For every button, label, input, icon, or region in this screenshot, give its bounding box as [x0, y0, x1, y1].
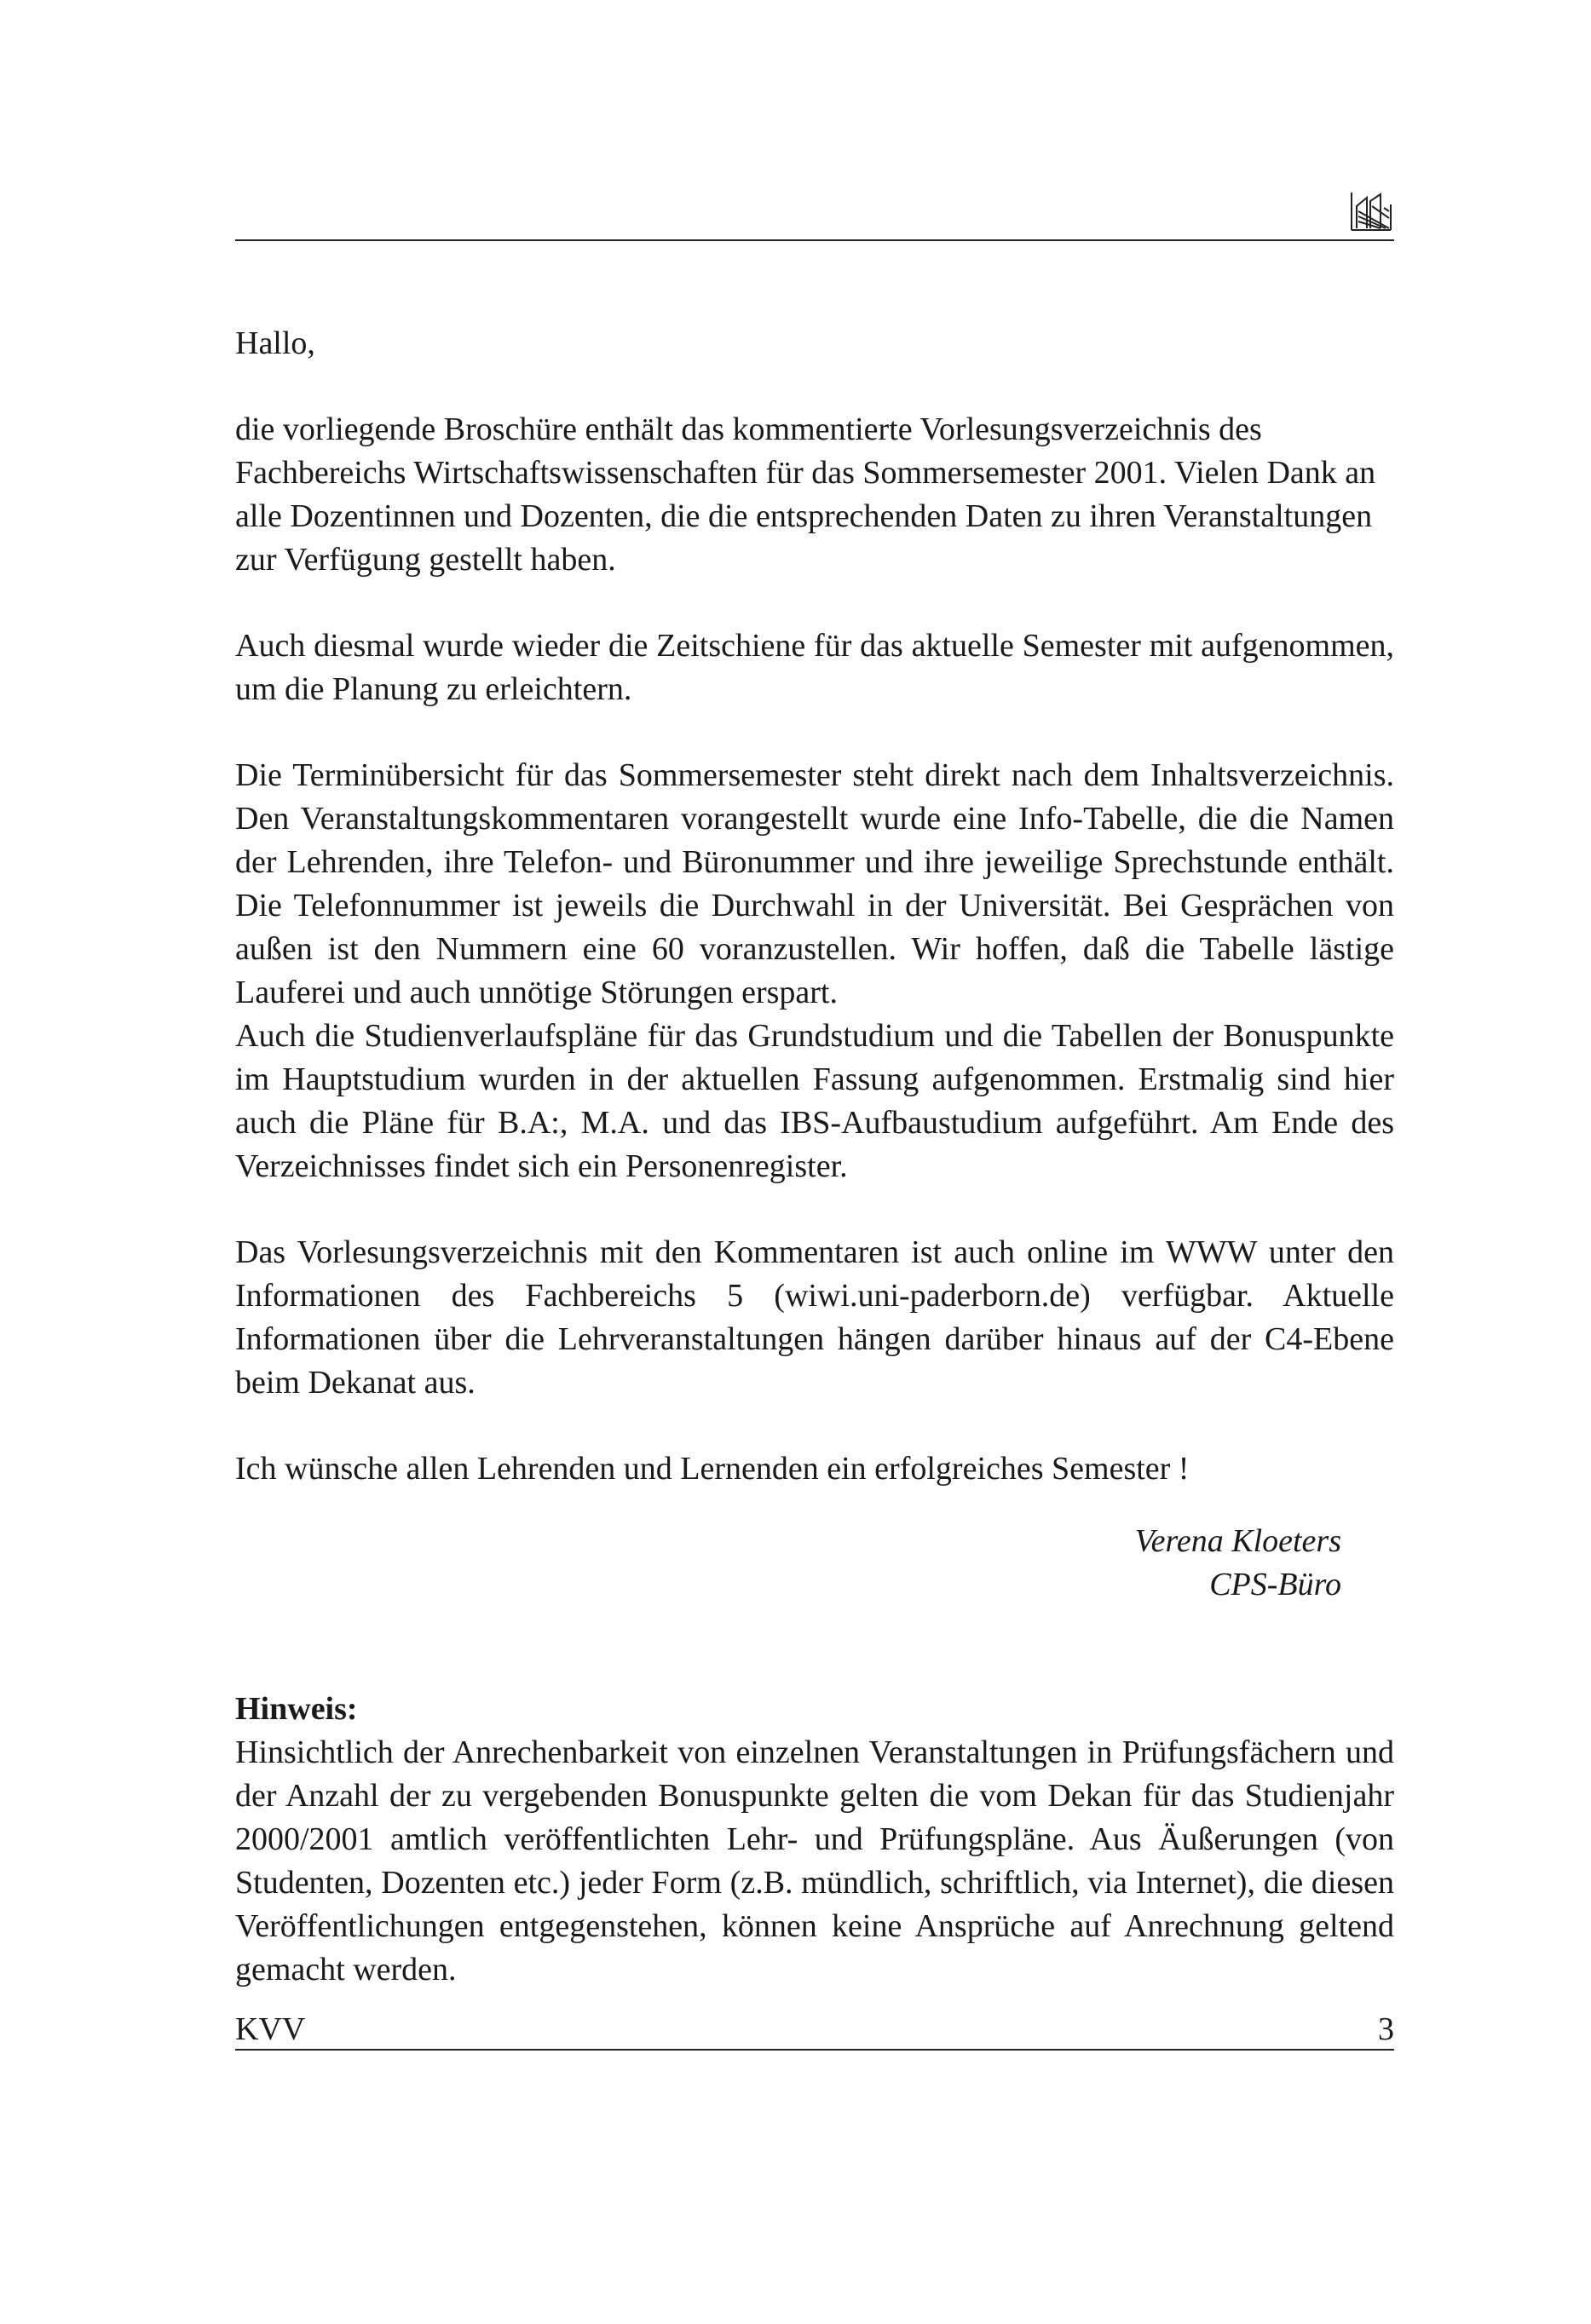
paragraph-intro: die vorliegende Broschüre enthält das kommentierte Vorlesungsverzeichnis des Fachbereichs Wirtschaftswissenschaften für das Sommersemester 2001. Vielen Dank an alle Dozentinnen und Dozenten, die die entsprechenden Daten zu ihren Veranstaltungen zur Verfügung gestellt haben. [235, 411, 1376, 578]
page-footer [235, 2010, 1394, 2051]
footer-label: KVV [235, 2011, 306, 2047]
paragraph-study-plans: Auch die Studienverlaufspläne für das Grundstudium und die Tabellen der Bonuspunkte im Hauptstudium wurden in der aktuellen Fassung aufgenommen. Erstmalig sind hier auch die Pläne für B.A:, M.A. und das IBS-Aufbaustudium aufgeführt. Am Ende des Verzeichnisses findet sich ein Personenregister. [235, 1018, 1394, 1184]
paragraph-timeline: Auch diesmal wurde wieder die Zeitschiene für das aktuelle Semester mit aufgenommen, um die Planung zu erleichtern. [235, 628, 1394, 707]
signature [235, 1520, 1394, 1607]
paragraph-online: Das Vorlesungsverzeichnis mit den Kommentaren ist auch online im WWW unter den Informationen des Fachbereichs 5 (wiwi.uni-paderborn.de) verfügbar. Aktuelle Informationen über die Lehrveranstaltungen hängen darüber hinaus auf der C4-Ebene beim Dekanat aus. [235, 1234, 1394, 1401]
footer-rule [235, 2010, 1394, 2051]
greeting: Hallo, [235, 325, 315, 361]
signature-name: Verena Kloeters [1134, 1523, 1341, 1559]
paragraph-schedule: Die Terminübersicht für das Sommersemester steht direkt nach dem Inhaltsverzeichnis. Den Veranstaltungskommentaren vorangestellt wurde eine Info-Tabelle, die die Namen der Lehrenden, ihre Telefon- und Büronummer und ihre jeweilige Sprechstunde enthält. Die Telefonnummer ist jeweils die Durchwahl in der Universität. Bei Gesprächen von außen ist den Nummern eine 60 voranzustellen. Wir hoffen, daß die Tabelle lästige Lauferei und auch unnötige Störungen erspart. [235, 757, 1394, 1010]
note-text: Hinsichtlich der Anrechenbarkeit von einzelnen Veranstaltungen in Prüfungsfächern und der Anzahl der zu vergebenden Bonuspunkte gelten die vom Dekan für das Studienjahr 2000/2001 amtlich veröffentlichten Lehr- und Prüfungspläne. Aus Äußerungen (von Studenten, Dozenten etc.) jeder Form (z.B. mündlich, schriftlich, via Internet), die diesen Veröffentlichungen entgegenstehen, können keine Ansprüche auf Anrechnung geltend gemacht werden. [235, 1734, 1394, 1987]
university-logo-icon [1346, 189, 1394, 233]
note-title: Hinweis: [235, 1691, 358, 1727]
header-rule [235, 239, 1394, 241]
page-number: 3 [1378, 2011, 1394, 2047]
paragraph-wishes: Ich wünsche allen Lehrenden und Lernenden ein erfolgreiches Semester ! [235, 1451, 1190, 1487]
letter-body [235, 322, 1394, 1992]
signature-office: CPS-Büro [1209, 1567, 1341, 1602]
